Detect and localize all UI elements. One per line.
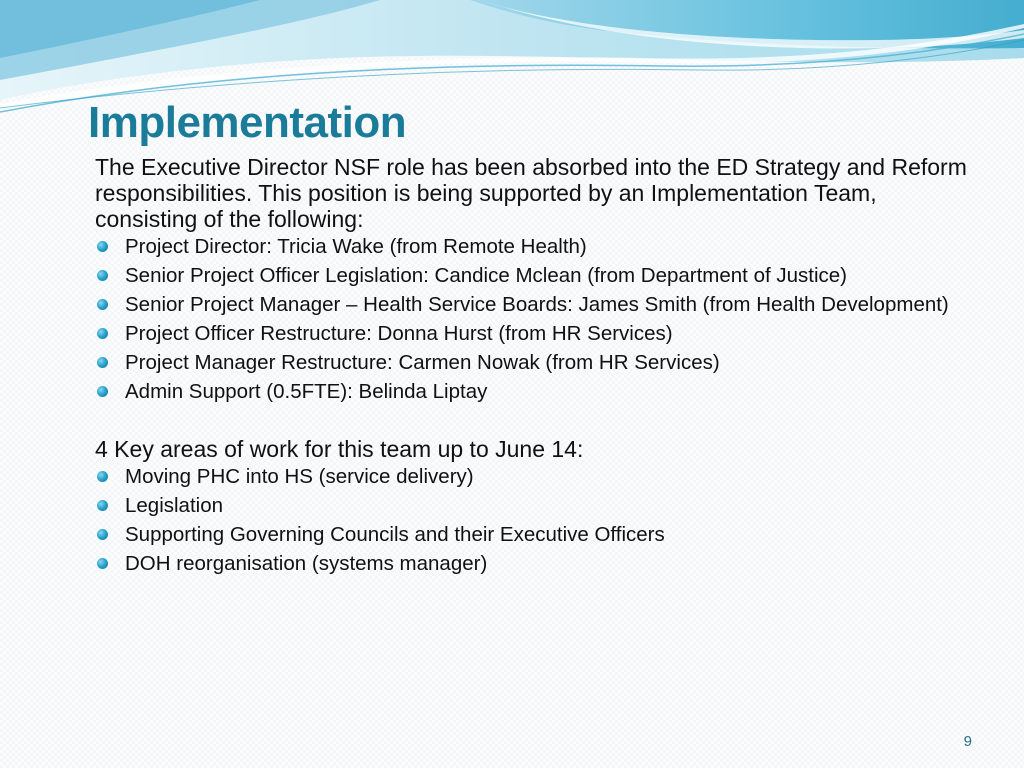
team-member-text: Project Director: Tricia Wake (from Remote Health) [125, 235, 587, 258]
list-item [95, 293, 975, 316]
slide-title: Implementation [88, 98, 407, 147]
team-list [95, 235, 975, 403]
slide-number: 9 [963, 733, 972, 750]
key-area-text: Moving PHC into HS (service delivery) [125, 465, 474, 488]
list-item [95, 465, 975, 488]
bullet-icon [97, 500, 108, 511]
list-item [95, 523, 975, 546]
bullet-icon [97, 471, 108, 482]
team-member-text: Senior Project Officer Legislation: Candice Mclean (from Department of Justice) [125, 264, 847, 287]
key-areas-heading: 4 Key areas of work for this team up to June 14: [95, 436, 584, 462]
bullet-icon [97, 241, 108, 252]
list-item [95, 351, 975, 374]
team-member-text: Admin Support (0.5FTE): Belinda Liptay [125, 380, 488, 403]
list-item [95, 322, 975, 345]
bullet-icon [97, 529, 108, 540]
list-item [95, 235, 975, 258]
bullet-icon [97, 357, 108, 368]
bullet-icon [97, 328, 108, 339]
list-item [95, 264, 975, 287]
list-item [95, 552, 975, 575]
bullet-icon [97, 270, 108, 281]
key-area-text: DOH reorganisation (systems manager) [125, 552, 488, 575]
slide-body [95, 154, 975, 581]
key-area-text: Supporting Governing Councils and their Executive Officers [125, 523, 665, 546]
bullet-icon [97, 558, 108, 569]
key-area-text: Legislation [125, 494, 224, 517]
list-item [95, 494, 975, 517]
key-areas-list [95, 465, 975, 575]
list-item [95, 380, 975, 403]
intro-paragraph: The Executive Director NSF role has been absorbed into the ED Strategy and Reform responsibilities. This position is being supported by an Implementation Team, consisting of the following: [95, 154, 967, 232]
bullet-icon [97, 386, 108, 397]
team-member-text: Project Manager Restructure: Carmen Nowak (from HR Services) [125, 351, 720, 374]
bullet-icon [97, 299, 108, 310]
team-member-text: Senior Project Manager – Health Service Boards: James Smith (from Health Development) [125, 293, 949, 316]
team-member-text: Project Officer Restructure: Donna Hurst (from HR Services) [125, 322, 673, 345]
